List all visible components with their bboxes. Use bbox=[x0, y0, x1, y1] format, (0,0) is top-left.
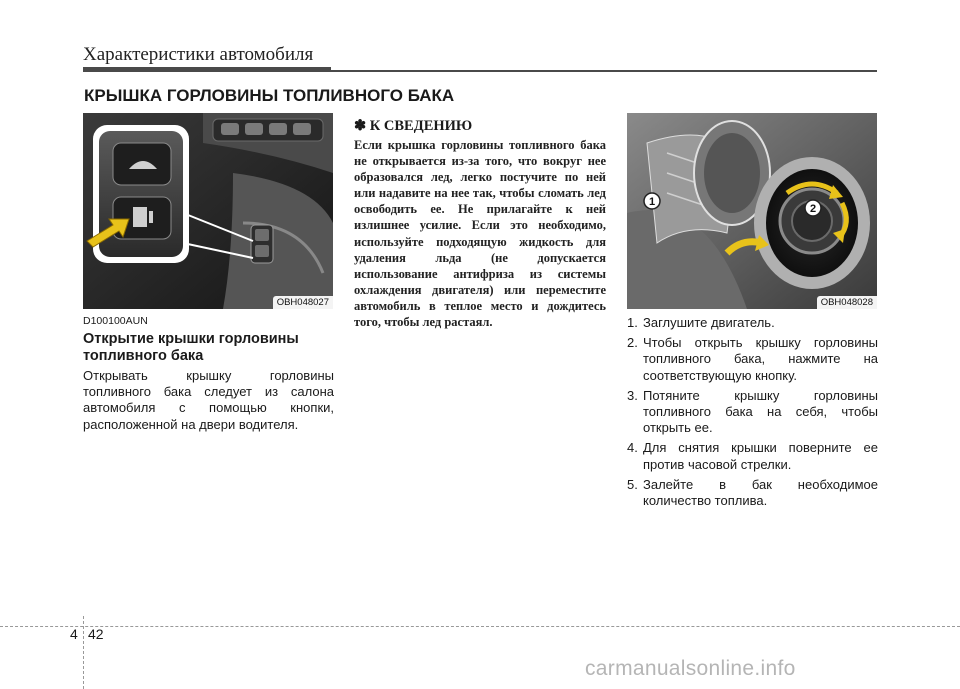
fuel-door-button-photo bbox=[83, 113, 333, 309]
step-item: 3. Потяните крышку горловины топливного бака на себя, чтобы открыть ее. bbox=[627, 387, 878, 436]
step-item: 2. Чтобы открыть крышку горловины топливного бака, нажмите на соответствующую кнопку. bbox=[627, 335, 878, 383]
photo-code: OBH048028 bbox=[817, 296, 877, 309]
footer-vertical-divider bbox=[83, 616, 84, 689]
photo-code: OBH048027 bbox=[273, 296, 333, 309]
watermark: carmanualsonline.info bbox=[585, 657, 796, 680]
steps-list bbox=[627, 315, 878, 513]
callout-label-2: 2 bbox=[809, 203, 817, 215]
chapter-number: 4 bbox=[70, 626, 78, 642]
callout-label-1: 1 bbox=[648, 196, 656, 208]
header-rule-thin bbox=[331, 70, 877, 72]
step-item: 1. Заглушите двигатель. bbox=[627, 315, 775, 330]
header-rule-thick bbox=[83, 67, 331, 72]
document-code: D100100AUN bbox=[83, 315, 148, 327]
note-body: Если крышка горловины топливного бака не открывается из-за того, что вокруг нее образовался лед, легко постучите по ней или надавите на нее так, чтобы сломать лед освободить ее. Не прилагайте к ней излишнее усилие. Если это необходимо, используйте подходящую жидкость для удаления льда (не допускается использование антифриза из системы охлаждения двигателя) или переместите автомобиль в теплое место и дождитесь того, чтобы лед растаял. bbox=[354, 138, 606, 330]
door-panel-illustration bbox=[83, 113, 333, 309]
step-item: 4. Для снятия крышки поверните ее против часовой стрелки. bbox=[627, 440, 878, 472]
note-heading: ✽ К СВЕДЕНИЮ bbox=[354, 118, 473, 134]
fuel-filler-illustration bbox=[627, 113, 877, 309]
page-number: 42 bbox=[88, 626, 104, 642]
step-item: 5. Залейте в бак необходимое количество топлива. bbox=[627, 476, 878, 509]
section-title: КРЫШКА ГОРЛОВИНЫ ТОПЛИВНОГО БАКА bbox=[84, 86, 455, 105]
body-paragraph: Открывать крышку горловины топливного бака следует из салона автомобиля с помощью кнопки, расположенной на двери водителя. bbox=[83, 368, 334, 432]
footer-divider bbox=[0, 626, 960, 627]
subsection-heading: Открытие крышки горловины топливного бака bbox=[83, 331, 299, 364]
fuel-filler-photo bbox=[627, 113, 877, 309]
header-title: Характеристики автомобиля bbox=[83, 44, 314, 65]
